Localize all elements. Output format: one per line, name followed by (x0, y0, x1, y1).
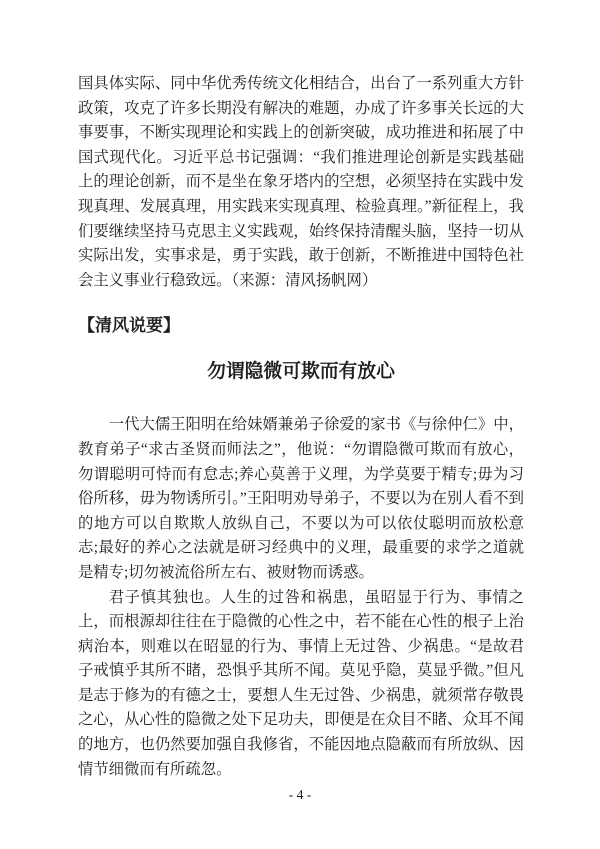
continued-paragraph: 国具体实际、同中华优秀传统文化相结合，出台了一系列重大方针政策，攻克了许多长期没有解决的难题，办成了许多事关长远的大事要事，不断实现理论和实践上的创新突破，成功推进和拓展了中国式现代化。习近平总书记强调：“我们推进理论创新是实践基础上的理论创新，而不是坐在象牙塔内的空想，必须坚持在实践中发现真理、发展真理，用实践来实现真理、检验真理。”新征程上，我们要继续坚持马克思主义实践观，始终保持清醒头脑，坚持一切从实际出发，实事求是，勇于实践，敢于创新，不断推进中国特色社会主义事业行稳致远。（来源：清风扬帆网） (78, 75, 524, 289)
article-paragraph-2: 君子慎其独也。人生的过咎和祸患，虽昭显于行为、事情之上，而根源却往往在于隐微的心性之中，若不能在心性的根子上治病治本，则难以在昭显的行为、事情上无过咎、少祸患。“是故君子戒慎乎其所不睹，恐惧乎其所不闻。莫见乎隐，莫显乎微。”但凡是志于修为的有德之士，要想人生无过咎、少祸患，就须常存敬畏之心，从心性的隐微之处下足功夫，即便是在众目不睹、众耳不闻的地方，也仍然要加强自我修省，不能因地点隐蔽而有所放纵、因情节细微而有所疏忽。 (78, 588, 524, 778)
section-header: 【清风说要】 (78, 316, 180, 336)
article-title: 勿谓隐微可欺而有放心 (207, 361, 395, 383)
page-number: - 4 - (288, 787, 312, 802)
article-paragraph-1: 一代大儒王阳明在给妹婿兼弟子徐爱的家书《与徐仲仁》中，教育弟子“求古圣贤而师法之”，他说：“勿谓隐微可欺而有放心，勿谓聪明可恃而有怠志;养心莫善于义理，为学莫要于精专;毋为习俗所移，毋为物诱所引。”王阳明劝导弟子，不要以为在别人看不到的地方可以自欺欺人放纵自己，不要以为可以依仗聪明而放松意志;最好的养心之法就是研习经典中的义理，最重要的求学之道就是精专;切勿被流俗所左右、被财物而诱惑。 (78, 416, 524, 581)
